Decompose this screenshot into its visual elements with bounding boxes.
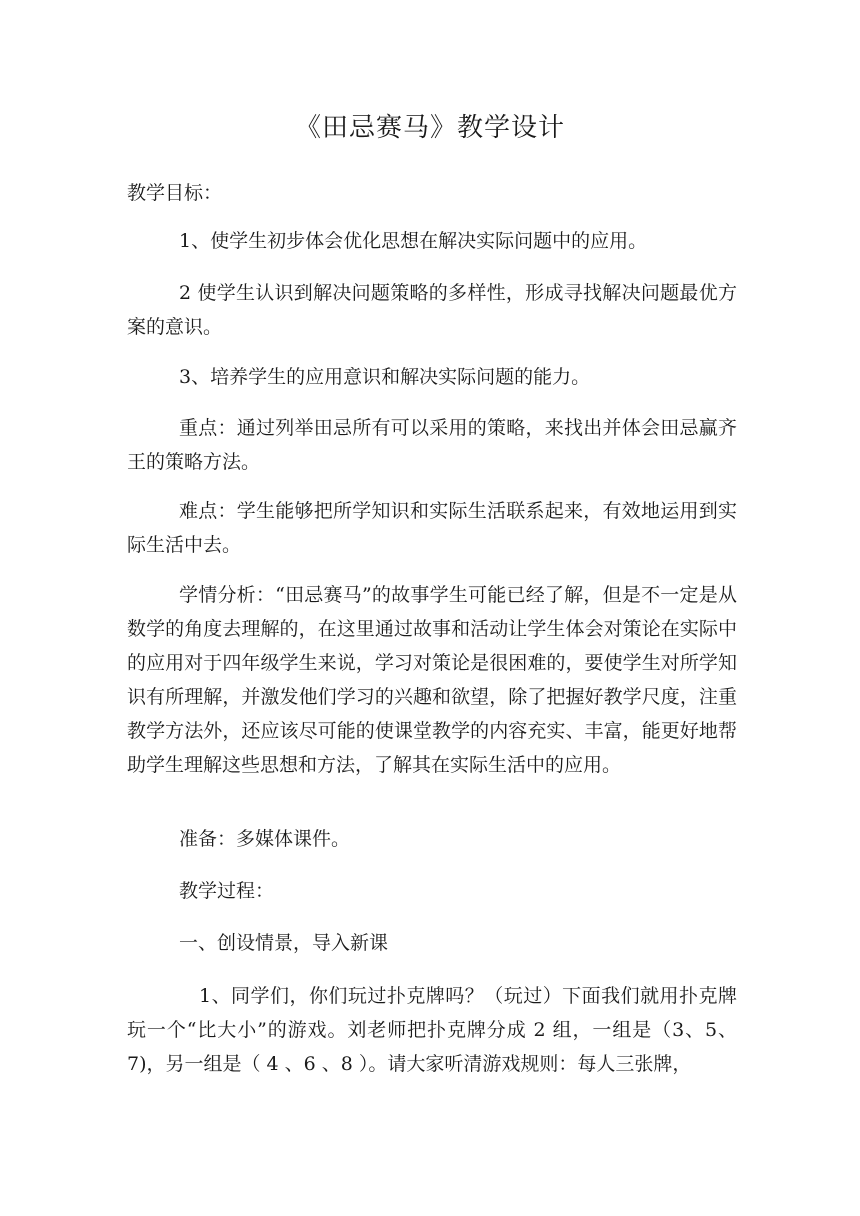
learning-analysis: 学情分析：“田忌赛马”的故事学生可能已经了解，但是不一定是从数学的角度去理解的，在这里通过故事和活动让学生体会对策论在实际中的应用对于四年级学生来说，学习对策论是很困难的，要使学生对所学知识有所理解，并激发他们学习的兴趣和欲望，除了把握好教学尺度，注重教学方法外，还应该尽可能的使课堂教学的内容充实、丰富，能更好地帮助学生理解这些思想和方法，了解其在实际生活中的应用。	[127, 584, 737, 776]
preparation: 准备：多媒体课件。	[179, 828, 351, 850]
key-point: 重点：通过列举田忌所有可以采用的策略，来找出并体会田忌赢齐王的策略方法。	[127, 417, 737, 473]
objective-2: 2 使学生认识到解决问题策略的多样性，形成寻找解决问题最优方案的意识。	[127, 282, 737, 338]
difficult-point: 难点：学生能够把所学知识和实际生活联系起来，有效地运用到实际生活中去。	[127, 500, 737, 556]
section-heading-process: 教学过程：	[179, 880, 275, 902]
objective-3: 3、培养学生的应用意识和解决实际问题的能力。	[179, 366, 591, 388]
section-heading-objectives: 教学目标：	[127, 182, 223, 204]
activity-1: 1、同学们，你们玩过扑克牌吗？（玩过）下面我们就用扑克牌玩一个“比大小”的游戏。刘老师把扑克牌分成 2 组，一组是（3、5、7)，另一组是（ 4 、6 、8 ）。请大家听清游戏规则：每人三张牌，	[127, 985, 737, 1075]
objective-1: 1、使学生初步体会优化思想在解决实际问题中的应用。	[179, 230, 648, 252]
part-one-heading: 一、创设情景，导入新课	[179, 932, 389, 954]
document-title: 《田忌赛马》教学设计	[294, 113, 565, 143]
